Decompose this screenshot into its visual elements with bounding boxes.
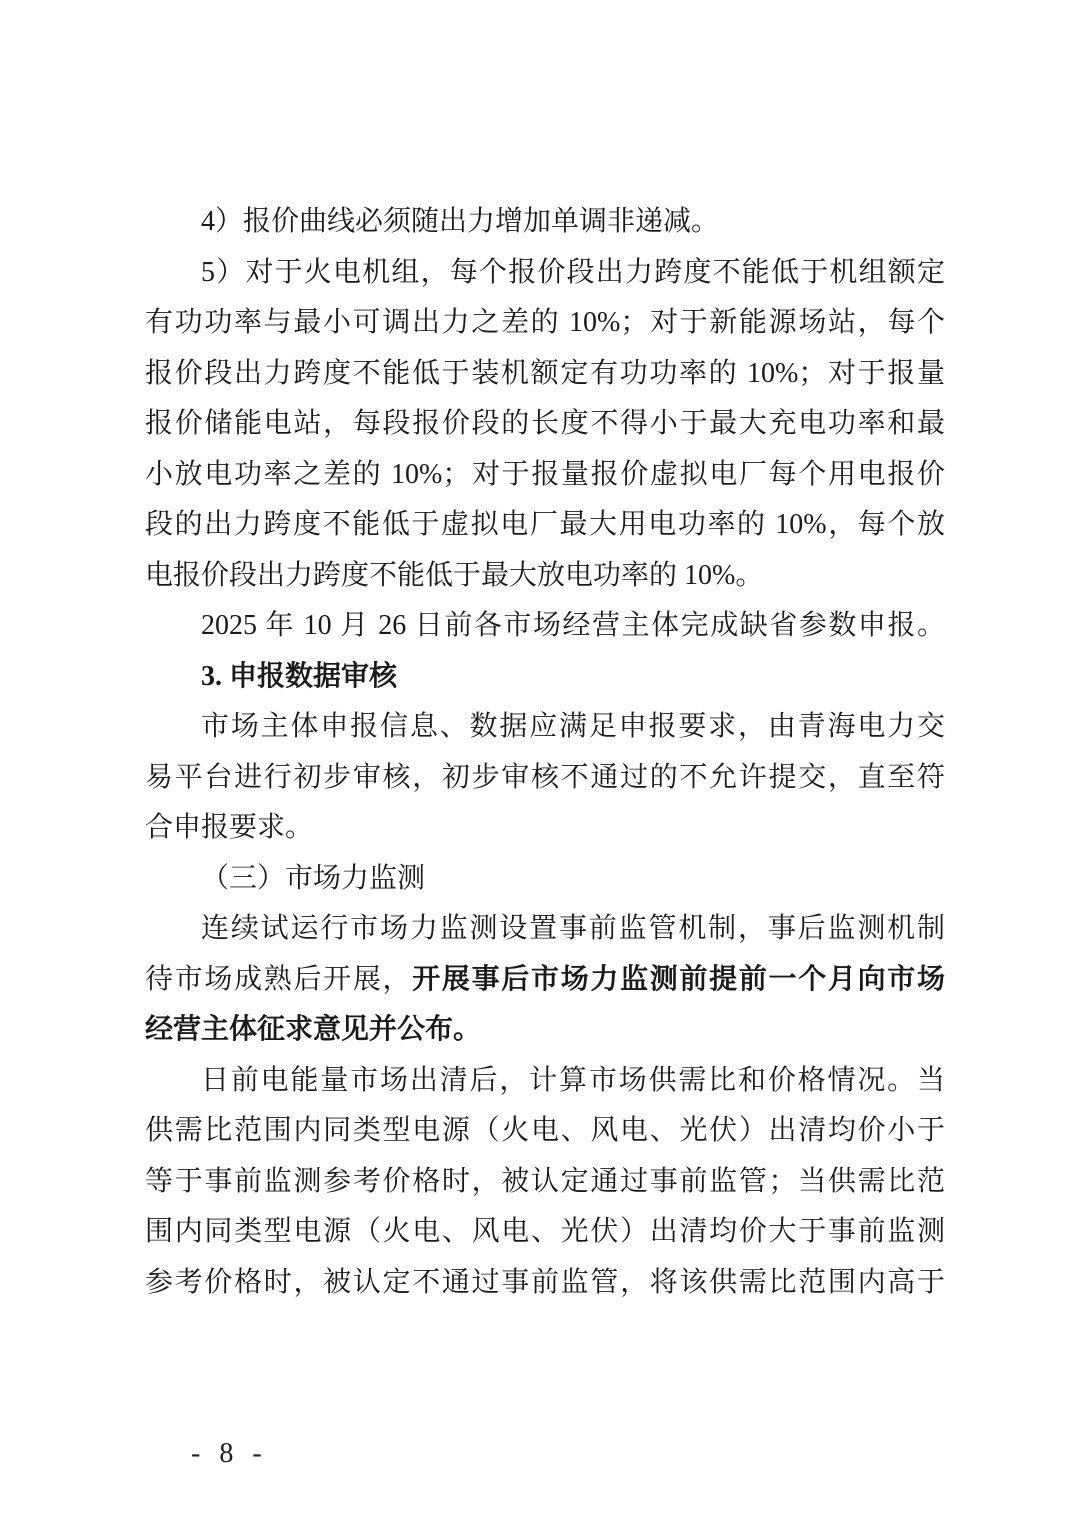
- text-line: [145, 1258, 945, 1309]
- text-run: 5）对于火电机组，每个报价段出力跨度不能低于机组额定: [201, 256, 945, 288]
- text-line: [145, 702, 945, 753]
- text-run: 市场主体申报信息、数据应满足申报要求，由青海电力交: [201, 711, 945, 742]
- text-run: 等于事前监测参考价格时，被认定通过事前监管；当供需比范: [145, 1165, 945, 1197]
- bold-text-run: 3. 申报数据审核: [201, 660, 398, 692]
- heading-line: [145, 652, 945, 703]
- paragraph: [145, 601, 945, 652]
- text-line: [145, 298, 945, 349]
- text-run: 日前电能量市场出清后，计算市场供需比和价格情况。当: [201, 1064, 945, 1096]
- text-run: 供需比范围内同类型电源（火电、风电、光伏）出清均价小于: [145, 1115, 945, 1146]
- text-run: 易平台进行初步审核，初步审核不通过的不允许提交，直至符: [145, 761, 945, 793]
- text-line: [145, 601, 945, 652]
- text-line: [145, 551, 945, 602]
- text-run: 报价段出力跨度不能低于装机额定有功功率的 10%；对于报量: [145, 357, 945, 389]
- text-run: 报价储能电站，每段报价段的长度不得小于最大充电功率和最: [145, 408, 945, 439]
- text-line: [145, 1005, 945, 1056]
- document-body: [145, 197, 945, 1308]
- text-line: [145, 1106, 945, 1157]
- text-line: [145, 248, 945, 299]
- paragraph: [145, 248, 945, 602]
- text-line: [145, 500, 945, 551]
- text-run: 2025 年 10 月 26 日前各市场经营主体完成缺省参数申报。: [201, 610, 945, 641]
- heading-line: [145, 854, 945, 905]
- paragraph: [145, 702, 945, 854]
- paragraph: [145, 904, 945, 1056]
- heading: [145, 652, 945, 703]
- text-run: 小放电功率之差的 10%；对于报量报价虚拟电厂每个用电报价: [145, 458, 945, 490]
- text-run: 待市场成熟后开展，: [145, 963, 413, 995]
- text-line: [145, 1157, 945, 1208]
- text-line: [145, 1207, 945, 1258]
- text-run: 段的出力跨度不能低于虚拟电厂最大用电功率的 10%，每个放: [145, 509, 945, 540]
- text-run: 围内同类型电源（火电、风电、光伏）出清均价大于事前监测: [145, 1216, 945, 1247]
- text-run: 连续试运行市场力监测设置事前监管机制，事后监测机制: [201, 913, 945, 944]
- paragraph: [145, 197, 945, 248]
- text-line: [145, 197, 945, 248]
- text-line: [145, 349, 945, 400]
- text-line: [145, 904, 945, 955]
- subheading: [145, 854, 945, 905]
- paragraph: [145, 1056, 945, 1309]
- page-number: - 8 -: [191, 1438, 268, 1469]
- text-run: （三）市场力监测: [201, 862, 426, 894]
- text-line: [145, 450, 945, 501]
- text-line: [145, 753, 945, 804]
- text-run: 4）报价曲线必须随出力增加单调非递减。: [201, 206, 720, 237]
- text-run: 有功功率与最小可调出力之差的 10%；对于新能源场站，每个: [145, 307, 945, 338]
- text-run: 参考价格时，被认定不通过事前监管，将该供需比范围内高于: [145, 1266, 945, 1298]
- text-line: [145, 1056, 945, 1107]
- text-line: [145, 955, 945, 1006]
- bold-text-run: 经营主体征求意见并公布。: [145, 1014, 482, 1045]
- bold-text-run: 开展事后市场力监测前提前一个月向市场: [412, 963, 945, 995]
- text-line: [145, 399, 945, 450]
- text-run: 电报价段出力跨度不能低于最大放电功率的 10%。: [145, 559, 764, 591]
- text-run: 合申报要求。: [145, 812, 314, 843]
- text-line: [145, 803, 945, 854]
